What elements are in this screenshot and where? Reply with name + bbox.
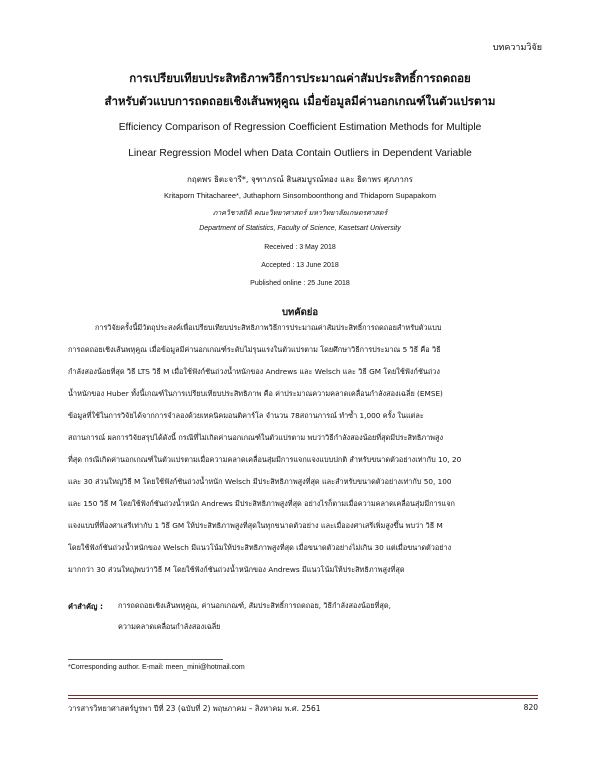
received-date: Received : 3 May 2018 xyxy=(264,244,336,251)
affiliation-thai: ภาควิชาสถิติ คณะวิทยาศาสตร์ มหาวิทยาลัยเกษตรศาสตร์ xyxy=(212,209,388,217)
abstract-line: กำลังสองน้อยที่สุด วิธี LTS วิธี M เมื่อใช้ฟังก์ชันถ่วงน้ำหนักของ Andrews และ Welsch และ วิธี GM โดยใช้ฟังก์ชันถ่วง xyxy=(68,367,440,376)
abstract-line: และ 30 ส่วนใหญ่วิธี M โดยใช้ฟังก์ชันถ่วงน้ำหนัก Welsch มีประสิทธิภาพสูงที่สุด และสำหรับขนาดตัวอย่างเท่ากับ 50, 100 xyxy=(68,477,452,486)
published-date: Published online : 25 June 2018 xyxy=(250,280,350,287)
abstract-line: การวิจัยครั้งนี้มีวัตถุประสงค์เพื่อเปรียบเทียบประสิทธิภาพวิธีการประมาณค่าสัมประสิทธิ์การถดถอยสำหรับตัวแบบ xyxy=(95,323,442,332)
footnote-divider xyxy=(68,659,223,660)
authors-english: Kritaporn Thitacharee*, Juthaphorn Sinsomboonthong and Thidaporn Supapakorn xyxy=(164,191,436,200)
abstract-line: สถานการณ์ ผลการวิจัยสรุปได้ดังนี้ กรณีที่ไม่เกิดค่านอกเกณฑ์ในตัวแปรตาม พบว่าวิธีกำลังสองน้อยที่สุดมีประสิทธิภาพสูง xyxy=(68,433,444,442)
abstract-line: การถดถอยเชิงเส้นพหุคูณ เมื่อข้อมูลมีค่านอกเกณฑ์ระดับไม่รุนแรงในตัวแปรตาม โดยศึกษาวิธีการประมาณ 5 วิธี คือ วิธี xyxy=(68,345,441,354)
abstract-line: มากกว่า 30 ส่วนใหญ่พบว่าวิธี M โดยใช้ฟังก์ชันถ่วงน้ำหนักของ Andrews มีแนวโน้มให้ประสิทธิภาพสูงที่สุด xyxy=(68,565,405,574)
abstract-line: แจงแบบที่ที่องศาเสรีเท่ากับ 1 วิธี GM ให้ประสิทธิภาพสูงที่สุดในทุกขนาดตัวอย่าง และเมื่อองศาเสรีเพิ่มสูงขึ้น พบว่า วิธี M xyxy=(68,521,443,530)
abstract-heading: บทคัดย่อ xyxy=(281,307,319,318)
abstract-line: โดยใช้ฟังก์ชันถ่วงน้ำหนักของ Welsch มีแนวโน้มให้ประสิทธิภาพสูงที่สุด เมื่อขนาดตัวอย่างไม่เกิน 30 แต่เมื่อขนาดตัวอย่าง xyxy=(68,543,452,552)
abstract-line: ที่สุด กรณีเกิดค่านอกเกณฑ์ในตัวแปรตามเมื่อความคลาดเคลื่อนสุ่มมีการแจกแจงแบบปกติ สำหรับขนาดตัวอย่างเท่ากับ 10, 20 xyxy=(68,455,462,464)
authors-thai: กฤตพร ธิตะจารี*, จุฑาภรณ์ สินสมบูรณ์ทอง และ ธิดาพร ศุภภากร xyxy=(187,175,413,184)
accepted-date: Accepted : 13 June 2018 xyxy=(261,262,339,269)
page-number: 820 xyxy=(523,703,538,712)
keywords-line2: ความคลาดเคลื่อนกำลังสองเฉลี่ย xyxy=(118,622,221,631)
section-label: บทความวิจัย xyxy=(492,43,542,53)
title-english-line2: Linear Regression Model when Data Contain Outliers in Dependent Variable xyxy=(128,148,472,159)
affiliation-english: Department of Statistics, Faculty of Science, Kasetsart University xyxy=(199,225,401,232)
abstract-line: และ 150 วิธี M โดยใช้ฟังก์ชันถ่วงน้ำหนัก Andrews มีประสิทธิภาพสูงที่สุด อย่างไรก็ตามเมื่อความคลาดเคลื่อนสุ่มมีการแจก xyxy=(68,499,455,508)
abstract-line: น้ำหนักของ Huber ทั้งนี้เกณฑ์ในการเปรียบเทียบประสิทธิภาพ คือ ค่าประมาณความคลาดเคลื่อนกำลังสองเฉลี่ย (EMSE) xyxy=(68,389,443,398)
footer-divider-thin xyxy=(68,698,538,699)
corresponding-author-footnote: *Corresponding author. E-mail: meen_mini@hotmail.com xyxy=(68,664,245,671)
title-thai-line2: สำหรับตัวแบบการถดถอยเชิงเส้นพหุคูณ เมื่อข้อมูลมีค่านอกเกณฑ์ในตัวแปรตาม xyxy=(104,94,496,108)
keywords-label: คำสำคัญ : xyxy=(68,602,104,611)
title-thai-line1: การเปรียบเทียบประสิทธิภาพวิธีการประมาณค่าสัมประสิทธิ์การถดถอย xyxy=(129,71,471,85)
keywords-line1: การถดถอยเชิงเส้นพหุคูณ, ค่านอกเกณฑ์, สัมประสิทธิ์การถดถอย, วิธีกำลังสองน้อยที่สุด, xyxy=(118,601,391,610)
journal-citation: วารสารวิทยาศาสตร์บูรพา ปีที่ 23 (ฉบับที่ 2) พฤษภาคม – สิงหาคม พ.ศ. 2561 xyxy=(68,704,321,713)
title-english-line1: Efficiency Comparison of Regression Coefficient Estimation Methods for Multiple xyxy=(118,122,482,133)
abstract-line: ข้อมูลที่ใช้ในการวิจัยได้จากการจำลองด้วยเทคนิคมอนติคาร์โล จำนวน 78สถานการณ์ ทำซ้ำ 1,000 ครั้ง ในแต่ละ xyxy=(68,411,424,420)
footer-divider xyxy=(68,695,538,696)
